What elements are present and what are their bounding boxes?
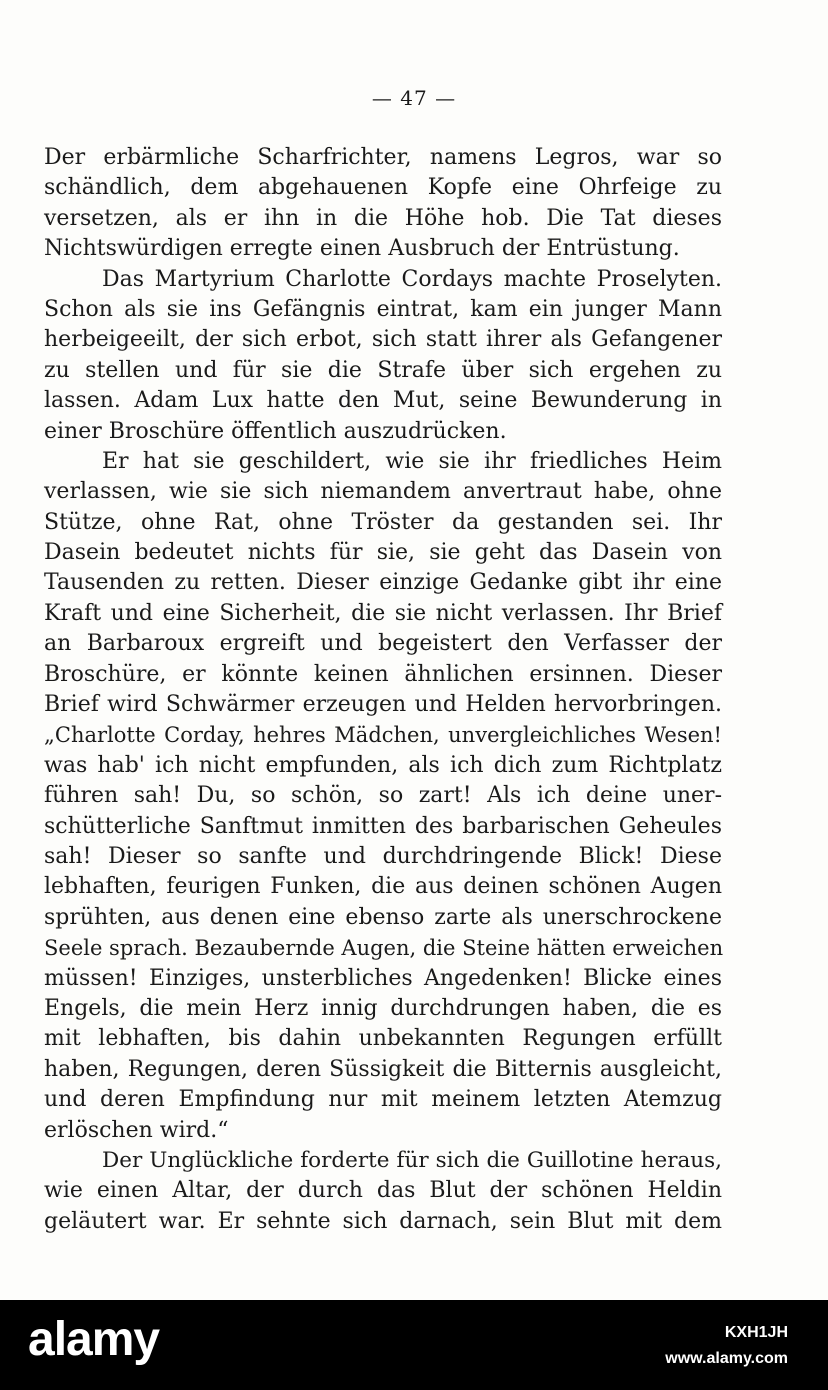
text-line: herbeigeeilt, der sich erbot, sich statt ihrer als Gefangener	[44, 327, 722, 353]
text-line: schütterliche Sanftmut inmitten des barbarischen Geheules	[44, 813, 722, 839]
text-line: Broschüre, er könnte keinen ähnlichen ersinnen. Dieser	[44, 661, 722, 687]
text-line: schändlich, dem abgehauenen Kopfe eine Ohrfeige zu	[44, 175, 722, 201]
text-line: Tausenden zu retten. Dieser einzige Gedanke gibt ihr eine	[44, 570, 722, 596]
text-line: wie einen Altar, der durch das Blut der schönen Heldin	[44, 1178, 722, 1204]
text-line: und deren Empfindung nur mit meinem letzten Atemzug	[44, 1087, 722, 1113]
text-line: lebhaften, feurigen Funken, die aus deinen schönen Augen	[44, 874, 722, 900]
text-line: Stütze, ohne Rat, ohne Tröster da gestanden sei. Ihr	[44, 509, 722, 535]
alamy-logo: alamy	[28, 1313, 160, 1366]
image-id: KXH1JH	[724, 1324, 788, 1341]
text-line: Dasein bedeutet nichts für sie, sie geht das Dasein von	[44, 540, 722, 566]
text-line: einer Broschüre öffentlich auszudrücken.	[44, 418, 507, 444]
text-line: erlöschen wird.“	[44, 1117, 229, 1143]
text-line: Nichtswürdigen erregte einen Ausbruch der Entrüstung.	[44, 236, 680, 262]
text-line: Schon als sie ins Gefängnis eintrat, kam ein junger Mann	[44, 296, 722, 322]
text-line: sprühten, aus denen eine ebenso zarte als unerschrockene	[44, 904, 722, 930]
text-line: geläutert war. Er sehnte sich darnach, sein Blut mit dem	[44, 1208, 722, 1234]
text-line: haben, Regungen, deren Süssigkeit die Bitternis ausgleicht,	[44, 1056, 722, 1082]
text-line: mit lebhaften, bis dahin unbekannten Regungen erfüllt	[44, 1026, 722, 1052]
text-line: lassen. Adam Lux hatte den Mut, seine Bewunderung in	[44, 388, 722, 414]
text-line: sah! Dieser so sanfte und durchdringende Blick! Diese	[44, 843, 722, 869]
text-line: Engels, die mein Herz innig durchdrungen haben, die es	[44, 995, 722, 1021]
text-line: versetzen, als er ihn in die Höhe hob. Die Tat dieses	[44, 205, 722, 231]
text-line: Kraft und eine Sicherheit, die sie nicht verlassen. Ihr Brief	[44, 600, 722, 626]
text-line: Seele sprach. Bezaubernde Augen, die Steine hätten erweichen	[44, 936, 724, 961]
watermark-footer	[0, 1300, 828, 1390]
text-line: zu stellen und für sie die Strafe über sich ergehen zu	[44, 357, 722, 383]
text-line: an Barbaroux ergreift und begeistert den Verfasser der	[44, 631, 722, 657]
text-line: müssen! Einziges, unsterbliches Angedenken! Blicke eines	[44, 965, 722, 991]
text-line: Der Unglückliche forderte für sich die Guillotine heraus,	[102, 1147, 722, 1173]
body-text	[44, 143, 722, 1237]
text-line: Brief wird Schwärmer erzeugen und Helden hervorbringen.	[44, 692, 722, 718]
page-number: — 47 —	[371, 86, 457, 110]
text-line: Das Martyrium Charlotte Cordays machte Proselyten.	[102, 266, 722, 292]
site-url: www.alamy.com	[665, 1350, 788, 1367]
text-line: Der erbärmliche Scharfrichter, namens Legros, war so	[44, 145, 722, 170]
text-line: führen sah! Du, so schön, so zart! Als ich deine uner-	[44, 783, 722, 809]
text-line: Er hat sie geschildert, wie sie ihr friedliches Heim	[102, 448, 722, 474]
text-line: verlassen, wie sie sich niemandem anvertraut habe, ohne	[44, 479, 722, 505]
text-line: was hab' ich nicht empfunden, als ich dich zum Richtplatz	[44, 752, 722, 778]
text-line: „Charlotte Corday, hehres Mädchen, unvergleichliches Wesen!	[44, 723, 722, 748]
